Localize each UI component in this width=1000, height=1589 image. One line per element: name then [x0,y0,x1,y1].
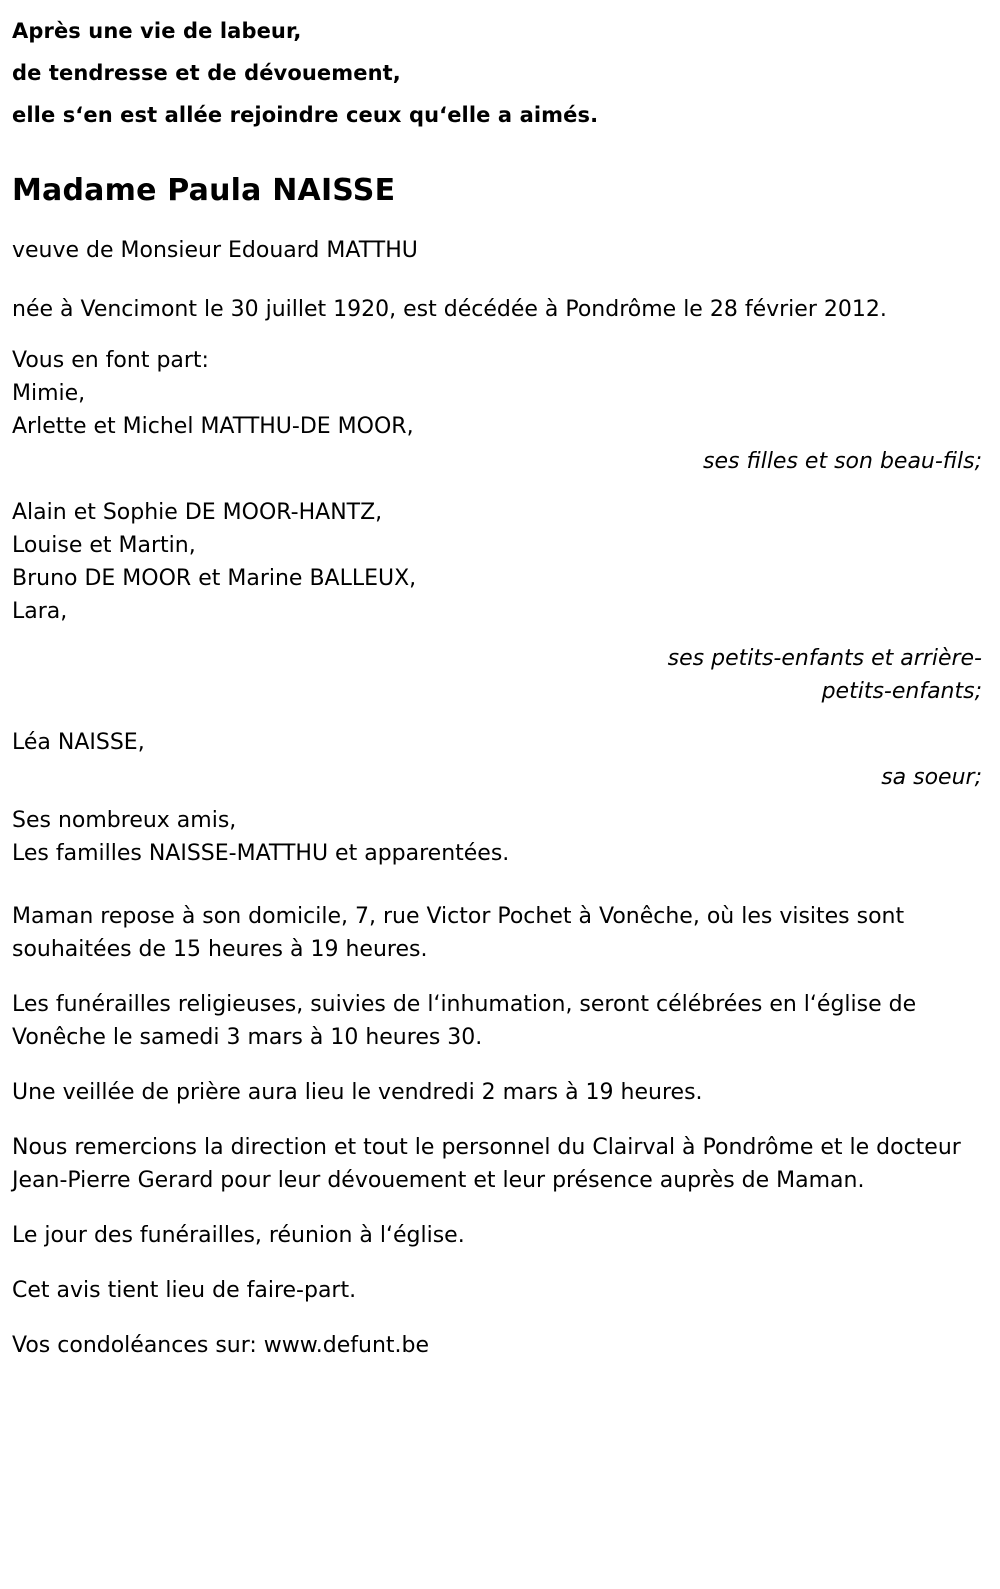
family-relation: ses filles et son beau-fils; [703,449,982,474]
notice-paragraph: Cet avis tient lieu de faire-part. [12,1278,357,1303]
epitaph-line-3: elle s‘en est allée rejoindre ceux qu‘elle a aimés. [12,103,599,127]
notice-paragraph: Nous remercions la direction et tout le personnel du Clairval à Pondrôme et le docteur Jean-Pierre Gerard pour leur dévouement et leur présence auprès de Maman. [12,1135,961,1193]
section-spacer [12,870,982,900]
family-member: Louise et Martin, [12,533,196,558]
family-member: Bruno DE MOOR et Marine BALLEUX, [12,566,417,591]
spouse-line: veuve de Monsieur Edouard MATTHU [12,238,418,263]
family-member: Léa NAISSE, [12,730,145,755]
family-group-3 [12,726,982,794]
notice-paragraph: Une veillée de prière aura lieu le vendredi 2 mars à 19 heures. [12,1080,703,1105]
family-member: Mimie, [12,381,86,406]
notice-paragraph: Le jour des funérailles, réunion à l‘église. [12,1223,465,1248]
family-relation: sa soeur; [881,765,982,790]
family-group-2 [12,496,982,708]
epitaph-line-2: de tendresse et de dévouement, [12,61,401,85]
group-spacer [12,478,982,496]
family-relation: ses petits-enfants et arrière-petits-enfants; [667,646,982,704]
notice-paragraph: Maman repose à son domicile, 7, rue Victor Pochet à Vonêche, où les visites sont souhaitées de 15 heures à 19 heures. [12,904,905,962]
family-group-1 [12,377,982,478]
notice-paragraph: Les funérailles religieuses, suivies de l‘inhumation, seront célébrées en l‘église de Vonêche le samedi 3 mars à 10 heures 30. [12,992,917,1050]
family-member: Alain et Sophie DE MOOR-HANTZ, [12,500,383,525]
condolences-line: Vos condoléances sur: www.defunt.be [12,1333,430,1358]
deceased-name: Madame Paula NAISSE [12,173,396,208]
epitaph-line-1: Après une vie de labeur, [12,19,302,43]
closing-lines [12,804,982,870]
family-member: Lara, [12,599,68,624]
closing-line: Ses nombreux amis, [12,808,237,833]
notice-body [12,900,982,1362]
closing-line: Les familles NAISSE-MATTHU et apparentées. [12,841,510,866]
announce-intro: Vous en font part: [12,348,209,373]
epitaph-block [12,10,982,136]
family-member: Arlette et Michel MATTHU-DE MOOR, [12,414,414,439]
group-spacer [12,708,982,726]
birth-death-line: née à Vencimont le 30 juillet 1920, est décédée à Pondrôme le 28 février 2012. [12,297,887,322]
